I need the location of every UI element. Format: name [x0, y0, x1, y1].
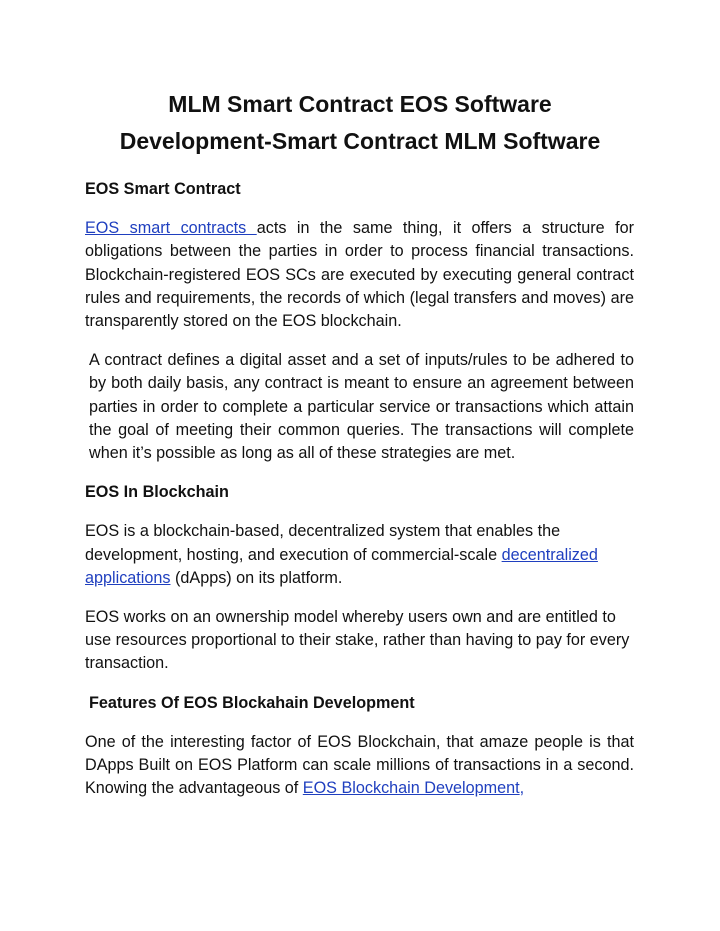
- section-heading-eos-in-blockchain: EOS In Blockchain: [85, 483, 229, 502]
- paragraph-text: acts in the same thing, it offers a structure for obligations between the parties in order to process financial transactions. Blockchain-registered EOS SCs are executed by executing general contract rules and requirements, the records of which (legal transfers and moves) are transparently stored on the EOS blockchain.: [85, 219, 634, 331]
- paragraph-text: (dApps) on its platform.: [170, 568, 343, 587]
- section-heading-eos-smart-contract: EOS Smart Contract: [85, 180, 241, 198]
- paragraph-ownership-model: EOS works on an ownership model whereby users own and are entitled to use resources proportional to their stake, rather than having to pay for every transaction.: [85, 608, 630, 673]
- paragraph-contract-definition: A contract defines a digital asset and a set of inputs/rules to be adhered to by both daily basis, any contract is meant to ensure an agreement between parties in order to complete a particular service or transactions which attain the goal of meeting their common queries. The transactions will complete when it’s possible as long as all of these strategies are met.: [89, 351, 634, 463]
- paragraph-features: [85, 731, 634, 801]
- link-eos-blockchain-development[interactable]: EOS Blockchain Development: [302, 779, 520, 798]
- section-heading-features: Features Of EOS Blockahain Development: [89, 693, 415, 712]
- document-body: [85, 178, 634, 816]
- link-eos-smart-contracts[interactable]: EOS smart contracts: [85, 219, 257, 238]
- paragraph-eos-smart-contracts: [85, 217, 634, 333]
- trailing-comma: ,: [519, 779, 525, 798]
- paragraph-text: One of the interesting factor of EOS Blockchain, that amaze people is that DApps Built on EOS Platform can scale millions of transactions in a second. Knowing the advantageous of: [85, 732, 634, 798]
- paragraph-text: EOS is a blockchain-based, decentralized system that enables the development, hosting, and execution of commercial-scale: [85, 522, 561, 564]
- page-title: [60, 86, 660, 160]
- link-decentralized-applications[interactable]: decentralized applications: [85, 545, 598, 587]
- paragraph-eos-overview: [85, 520, 634, 590]
- title-line-1: MLM Smart Contract EOS Software: [168, 91, 552, 117]
- title-line-2: Development-Smart Contract MLM Software: [119, 128, 601, 154]
